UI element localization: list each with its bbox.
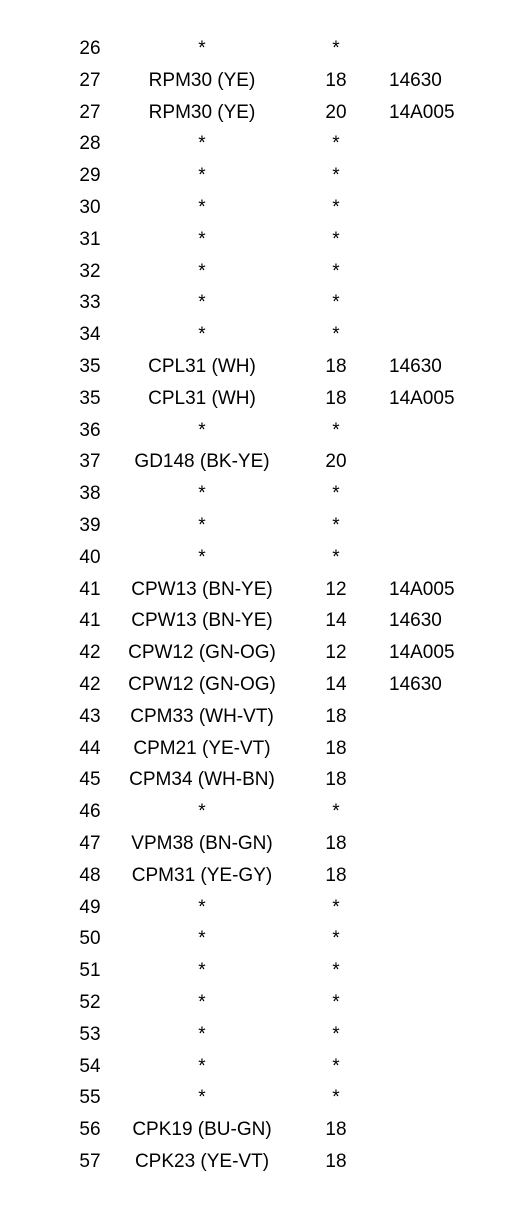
circuit-cell: CPK23 (YE-VT) bbox=[134, 1150, 270, 1172]
circuit-cell: CPW12 (GN-OG) bbox=[128, 642, 276, 664]
table-row bbox=[0, 319, 512, 351]
wire-gauge-cell: * bbox=[332, 896, 340, 918]
circuit-cell: VPM38 (BN-GN) bbox=[131, 832, 273, 854]
table-row bbox=[0, 669, 512, 701]
harness-cell: 14630 bbox=[389, 69, 442, 91]
pin-number-cell: 26 bbox=[79, 38, 101, 59]
circuit-cell: * bbox=[198, 419, 206, 441]
pin-number-cell: 55 bbox=[79, 1087, 101, 1109]
circuit-cell: RPM30 (YE) bbox=[148, 69, 256, 91]
wire-gauge-cell: 18 bbox=[325, 1119, 347, 1141]
pin-number-cell: 44 bbox=[79, 737, 101, 759]
circuit-cell: CPL31 (WH) bbox=[148, 355, 256, 377]
table-row bbox=[0, 1082, 512, 1114]
pin-number-cell: 47 bbox=[79, 832, 101, 854]
circuit-cell: * bbox=[198, 960, 206, 982]
pin-number-cell: 33 bbox=[79, 292, 101, 314]
wire-gauge-cell: 18 bbox=[325, 355, 347, 377]
table-row bbox=[0, 510, 512, 542]
wire-gauge-cell: * bbox=[332, 324, 340, 346]
table-row bbox=[0, 1051, 512, 1083]
pin-number-cell: 45 bbox=[79, 769, 101, 791]
circuit-cell: * bbox=[198, 228, 206, 250]
table-row bbox=[0, 65, 512, 97]
wire-gauge-cell: 18 bbox=[325, 69, 347, 91]
table-row bbox=[0, 192, 512, 224]
table-row bbox=[0, 1146, 512, 1178]
pin-number-cell: 46 bbox=[79, 801, 101, 823]
table-row bbox=[0, 828, 512, 860]
wire-gauge-cell: * bbox=[332, 991, 340, 1013]
harness-cell: 14A005 bbox=[389, 642, 455, 664]
table-row bbox=[0, 383, 512, 415]
table-row bbox=[0, 1114, 512, 1146]
circuit-cell: * bbox=[198, 546, 206, 568]
table-row bbox=[0, 574, 512, 606]
pin-number-cell: 54 bbox=[79, 1055, 101, 1077]
wire-gauge-cell: 18 bbox=[325, 387, 347, 409]
circuit-cell: * bbox=[198, 928, 206, 950]
pin-number-cell: 56 bbox=[79, 1119, 101, 1141]
wire-gauge-cell: * bbox=[332, 483, 340, 505]
circuit-cell: CPW13 (BN-YE) bbox=[131, 610, 273, 632]
circuit-cell: CPK19 (BU-GN) bbox=[132, 1119, 272, 1141]
wire-gauge-cell: * bbox=[332, 1087, 340, 1109]
wire-gauge-cell: 20 bbox=[325, 101, 347, 123]
pin-number-cell: 57 bbox=[79, 1150, 101, 1172]
pin-number-cell: 40 bbox=[79, 546, 101, 568]
table-row bbox=[0, 796, 512, 828]
wire-gauge-cell: 12 bbox=[325, 578, 347, 600]
table-row bbox=[0, 955, 512, 987]
wire-gauge-cell: * bbox=[332, 1023, 340, 1045]
pin-number-cell: 37 bbox=[79, 451, 101, 473]
pin-number-cell: 39 bbox=[79, 514, 101, 536]
pin-number-cell: 50 bbox=[79, 928, 101, 950]
pin-number-cell: 48 bbox=[79, 864, 101, 886]
wire-gauge-cell: * bbox=[332, 260, 340, 282]
table-row bbox=[0, 542, 512, 574]
table-row bbox=[0, 97, 512, 129]
table-row bbox=[0, 478, 512, 510]
circuit-cell: * bbox=[198, 165, 206, 187]
wire-gauge-cell: * bbox=[332, 801, 340, 823]
connector-pinout-table bbox=[0, 33, 512, 1178]
table-row bbox=[0, 287, 512, 319]
pin-number-cell: 42 bbox=[79, 642, 101, 664]
harness-cell: 14630 bbox=[389, 355, 442, 377]
pin-number-cell: 32 bbox=[79, 260, 101, 282]
circuit-cell: * bbox=[198, 1087, 206, 1109]
circuit-cell: * bbox=[198, 133, 206, 155]
wire-gauge-cell: 18 bbox=[325, 864, 347, 886]
harness-cell: 14630 bbox=[389, 673, 442, 695]
circuit-cell: RPM30 (YE) bbox=[148, 101, 256, 123]
wire-gauge-cell: * bbox=[332, 419, 340, 441]
wire-gauge-cell: * bbox=[332, 133, 340, 155]
wire-gauge-cell: 18 bbox=[325, 705, 347, 727]
pin-number-cell: 41 bbox=[79, 610, 101, 632]
wire-gauge-cell: 14 bbox=[325, 610, 347, 632]
table-row bbox=[0, 860, 512, 892]
circuit-cell: CPW12 (GN-OG) bbox=[128, 673, 276, 695]
table-row bbox=[0, 764, 512, 796]
pin-number-cell: 43 bbox=[79, 705, 101, 727]
circuit-cell: * bbox=[198, 1023, 206, 1045]
table-row bbox=[0, 128, 512, 160]
wire-gauge-cell: 20 bbox=[325, 451, 347, 473]
circuit-cell: * bbox=[198, 1055, 206, 1077]
pin-number-cell: 35 bbox=[79, 355, 101, 377]
circuit-cell: * bbox=[198, 896, 206, 918]
table-row bbox=[0, 637, 512, 669]
table-row bbox=[0, 256, 512, 288]
circuit-cell: CPM33 (WH-VT) bbox=[130, 705, 274, 727]
table-row bbox=[0, 987, 512, 1019]
table-row bbox=[0, 224, 512, 256]
wire-gauge-cell: 18 bbox=[325, 832, 347, 854]
circuit-cell: * bbox=[198, 260, 206, 282]
pin-number-cell: 51 bbox=[79, 960, 101, 982]
wire-gauge-cell: * bbox=[332, 928, 340, 950]
harness-cell: 14630 bbox=[389, 610, 442, 632]
table-row bbox=[0, 892, 512, 924]
pin-number-cell: 41 bbox=[79, 578, 101, 600]
wire-gauge-cell: * bbox=[332, 514, 340, 536]
wire-gauge-cell: 18 bbox=[325, 1150, 347, 1172]
wire-gauge-cell: * bbox=[332, 960, 340, 982]
circuit-cell: * bbox=[198, 514, 206, 536]
circuit-cell: * bbox=[198, 292, 206, 314]
pin-number-cell: 53 bbox=[79, 1023, 101, 1045]
wire-gauge-cell: * bbox=[332, 546, 340, 568]
pin-number-cell: 34 bbox=[79, 324, 101, 346]
wire-gauge-cell: 14 bbox=[325, 673, 347, 695]
table-row bbox=[0, 923, 512, 955]
harness-cell: 14A005 bbox=[389, 578, 455, 600]
wire-gauge-cell: * bbox=[332, 38, 340, 59]
pin-number-cell: 52 bbox=[79, 991, 101, 1013]
circuit-cell: CPM21 (YE-VT) bbox=[133, 737, 271, 759]
table-row bbox=[0, 160, 512, 192]
table-row bbox=[0, 446, 512, 478]
table-row bbox=[0, 1019, 512, 1051]
pin-number-cell: 29 bbox=[79, 165, 101, 187]
harness-cell: 14A005 bbox=[389, 101, 455, 123]
table-row bbox=[0, 605, 512, 637]
circuit-cell: CPM31 (YE-GY) bbox=[131, 864, 273, 886]
table-row bbox=[0, 415, 512, 447]
circuit-cell: * bbox=[198, 196, 206, 218]
pin-number-cell: 35 bbox=[79, 387, 101, 409]
table-row bbox=[0, 351, 512, 383]
pin-number-cell: 31 bbox=[79, 228, 101, 250]
wire-gauge-cell: 18 bbox=[325, 769, 347, 791]
circuit-cell: CPM34 (WH-BN) bbox=[129, 769, 275, 791]
pin-number-cell: 42 bbox=[79, 673, 101, 695]
circuit-cell: * bbox=[198, 483, 206, 505]
circuit-cell: * bbox=[198, 991, 206, 1013]
circuit-cell: CPW13 (BN-YE) bbox=[131, 578, 273, 600]
wire-gauge-cell: * bbox=[332, 228, 340, 250]
wire-gauge-cell: * bbox=[332, 1055, 340, 1077]
pin-number-cell: 30 bbox=[79, 196, 101, 218]
pin-number-cell: 27 bbox=[79, 69, 101, 91]
wire-gauge-cell: * bbox=[332, 165, 340, 187]
table-row bbox=[0, 33, 512, 65]
table-row bbox=[0, 733, 512, 765]
wire-gauge-cell: 12 bbox=[325, 642, 347, 664]
circuit-cell: * bbox=[198, 38, 206, 59]
pin-number-cell: 36 bbox=[79, 419, 101, 441]
pin-number-cell: 27 bbox=[79, 101, 101, 123]
circuit-cell: CPL31 (WH) bbox=[148, 387, 256, 409]
table-row bbox=[0, 701, 512, 733]
harness-cell: 14A005 bbox=[389, 387, 455, 409]
pin-number-cell: 38 bbox=[79, 483, 101, 505]
wire-gauge-cell: * bbox=[332, 196, 340, 218]
circuit-cell: * bbox=[198, 801, 206, 823]
wire-gauge-cell: 18 bbox=[325, 737, 347, 759]
pin-number-cell: 28 bbox=[79, 133, 101, 155]
circuit-cell: GD148 (BK-YE) bbox=[134, 451, 270, 473]
circuit-cell: * bbox=[198, 324, 206, 346]
pin-number-cell: 49 bbox=[79, 896, 101, 918]
wire-gauge-cell: * bbox=[332, 292, 340, 314]
